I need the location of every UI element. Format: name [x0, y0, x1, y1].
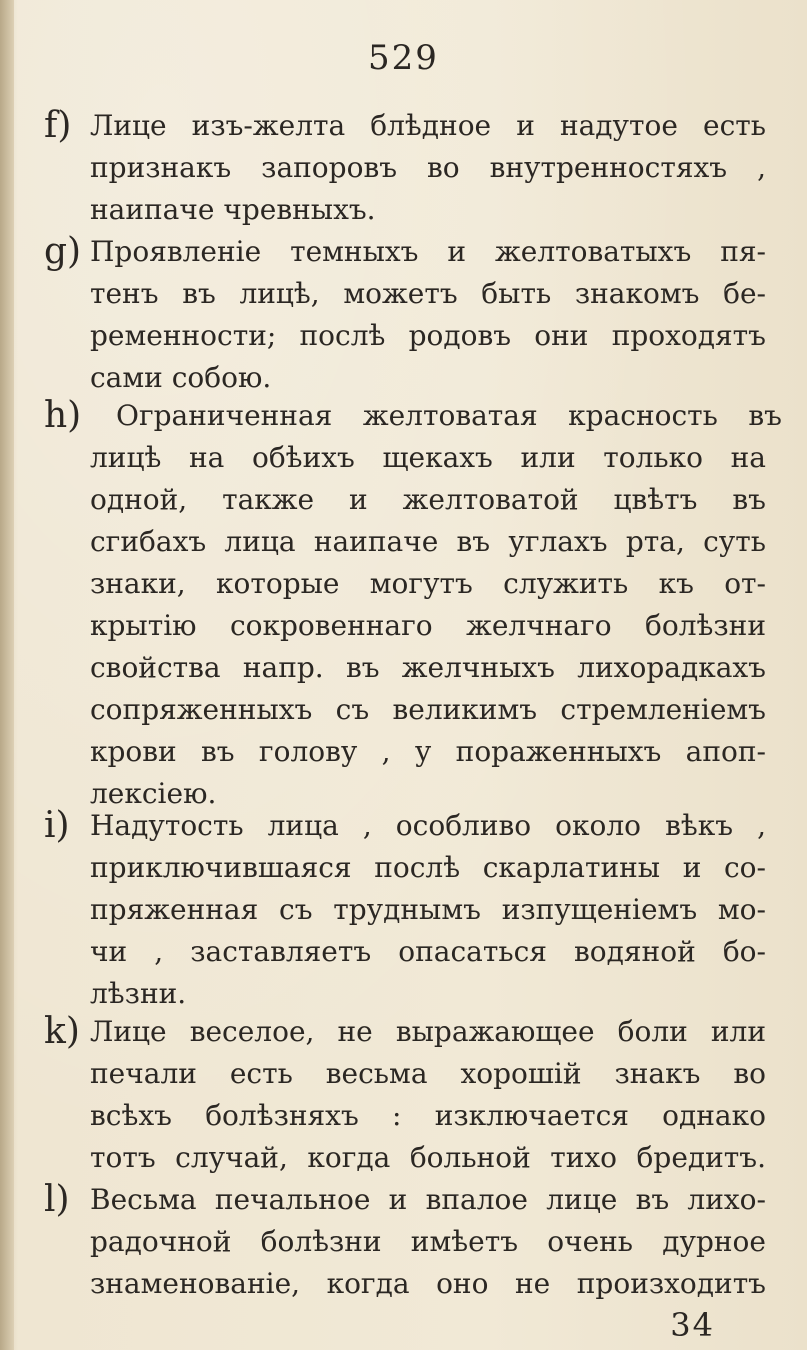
text-line: ременности; послѣ родовъ они проходятъ — [90, 319, 766, 352]
text-line: тотъ случай, когда больной тихо бредитъ. — [90, 1141, 766, 1174]
text-line: признакъ запоровъ во внутренностяхъ , — [90, 151, 766, 184]
entry-marker: h) — [44, 395, 82, 436]
text-line: Надутость лица , особливо около вѣкъ , — [90, 809, 766, 842]
text-line: сгибахъ лица наипаче въ углахъ рта, суть — [90, 525, 766, 558]
text-line: всѣхъ болѣзняхъ : изключается однако — [90, 1099, 766, 1132]
text-line: лицѣ на обѣихъ щекахъ или только на — [90, 441, 766, 474]
text-line: сопряженныхъ съ великимъ стремленіемъ — [90, 693, 766, 726]
text-line: Лице изъ-желта блѣдное и надутое есть — [90, 109, 766, 142]
text-line: Лице веселое, не выражающее боли или — [90, 1015, 766, 1048]
text-line: Весьма печальное и впалое лице въ лихо- — [90, 1183, 766, 1216]
text-line: радочной болѣзни имѣетъ очень дурное — [90, 1225, 766, 1258]
text-line: Ограниченная желтоватая красность въ — [116, 399, 782, 432]
text-line: тенъ въ лицѣ, можетъ быть знакомъ бе- — [90, 277, 766, 310]
signature-mark: 34 — [670, 1306, 715, 1344]
text-line: знаменованіе, когда оно не произходитъ — [90, 1267, 766, 1300]
text-line: сами собою. — [90, 361, 272, 394]
text-line: крови въ голову , у пораженныхъ апоп- — [90, 735, 766, 768]
text-line: печали есть весьма хорошій знакъ во — [90, 1057, 766, 1090]
entry-marker: i) — [44, 805, 70, 846]
text-line: пряженная съ труднымъ изпущеніемъ мо- — [90, 893, 766, 926]
entry-marker: k) — [44, 1011, 80, 1052]
text-line: лѣзни. — [90, 977, 187, 1010]
text-line: Проявленіе темныхъ и желтоватыхъ пя- — [90, 235, 766, 268]
page-number: 529 — [368, 38, 439, 78]
page-gutter — [0, 0, 14, 1350]
text-line: одной, также и желтоватой цвѣтъ въ — [90, 483, 766, 516]
text-line: знаки, которые могутъ служить къ от- — [90, 567, 766, 600]
text-line: крытію сокровеннаго желчнаго болѣзни — [90, 609, 766, 642]
entry-marker: f) — [44, 105, 72, 146]
text-line: приключившаяся послѣ скарлатины и со- — [90, 851, 766, 884]
text-line: лексіею. — [90, 777, 217, 810]
text-line: наипаче чревныхъ. — [90, 193, 376, 226]
entry-marker: g) — [44, 231, 82, 272]
text-line: чи , заставляетъ опасаться водяной бо- — [90, 935, 766, 968]
entry-marker: l) — [44, 1179, 70, 1220]
text-line: свойства напр. въ желчныхъ лихорадкахъ — [90, 651, 766, 684]
